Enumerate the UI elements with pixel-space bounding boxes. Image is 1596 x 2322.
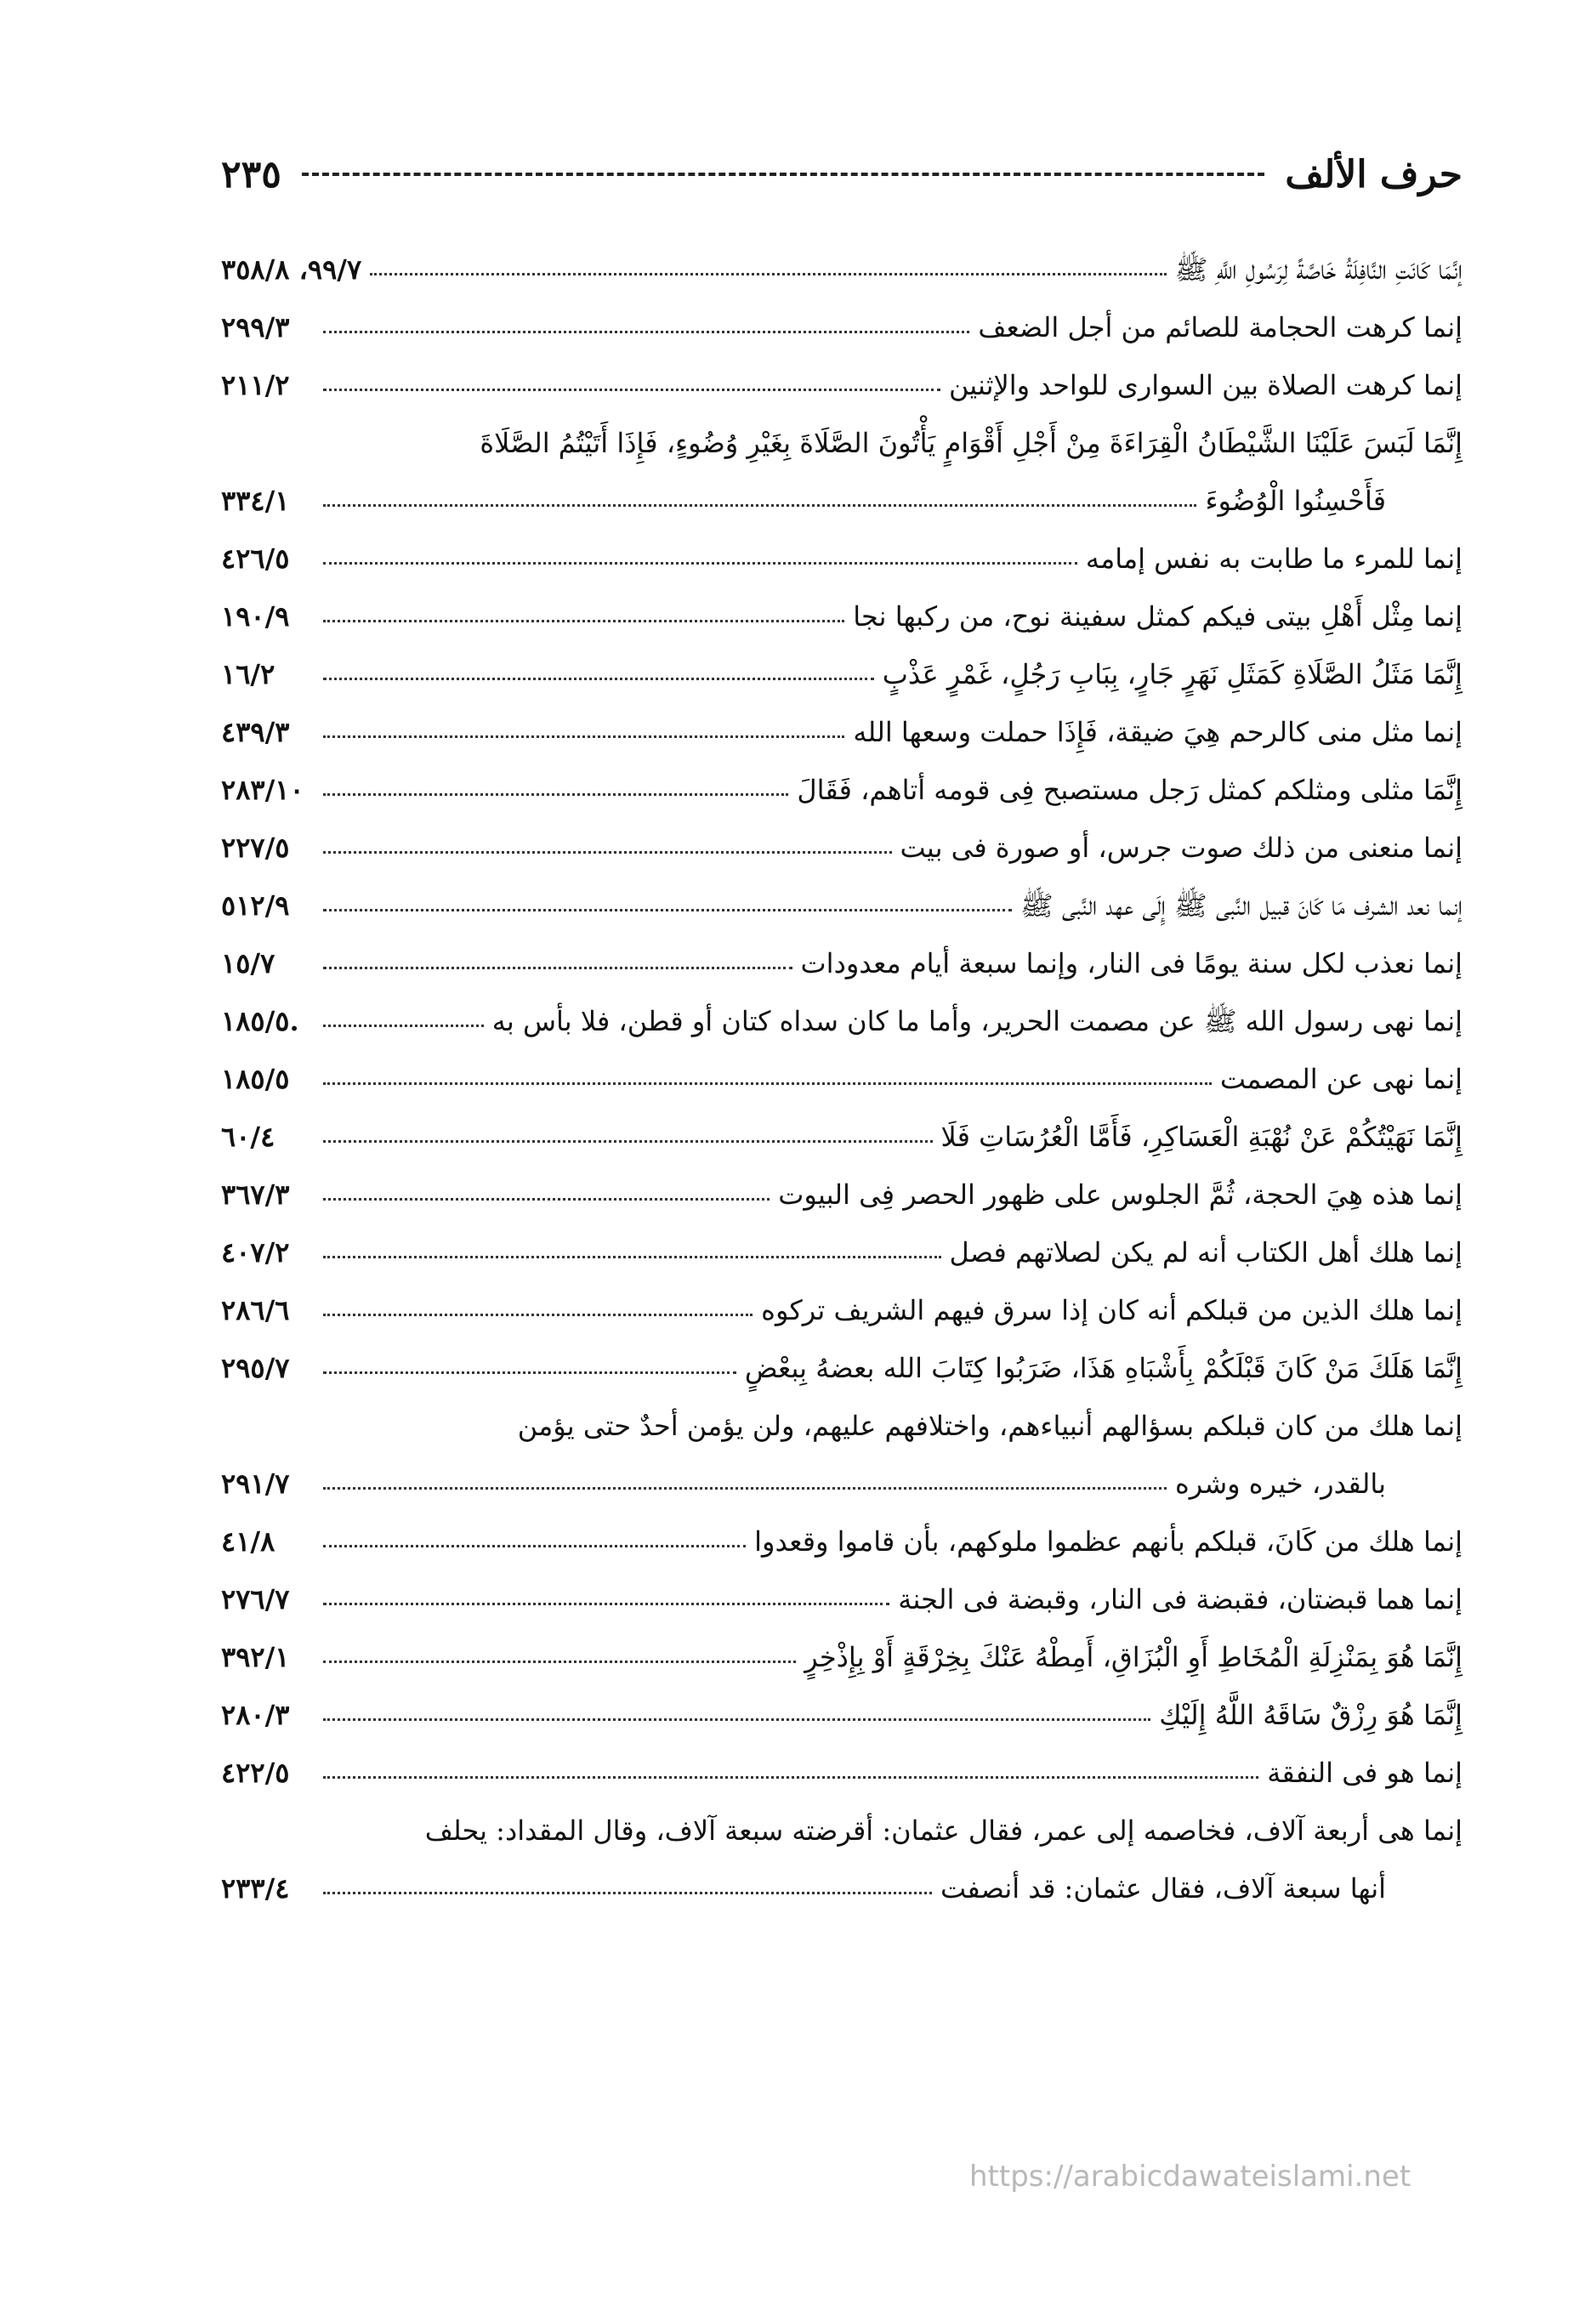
entry-text: إنما كرهت الحجامة للصائم من أجل الضعف — [978, 310, 1463, 343]
leader-dots — [323, 1661, 796, 1663]
entry-reference: ١٦/٢ — [221, 657, 275, 690]
entry-reference: ٤٣٩/٣ — [221, 715, 290, 748]
entry-text: إنما هلك الذين من قبلكم أنه كان إذا سرق فيهم الشريف تركوه — [761, 1293, 1463, 1326]
entry-text: إِنَّمَا نَهَيْتُكُمْ عَنْ نُهْبَةِ الْعَسَاكِرِ، فَأَمَّا الْعُرُسَاتِ فَلَا — [940, 1120, 1463, 1153]
entry-reference: ٣٣٤/١ — [221, 484, 290, 517]
leader-dots — [323, 1603, 889, 1605]
entry-reference: ٤٠٧/٢ — [221, 1235, 290, 1269]
entry-reference: ٥١٢/٩ — [221, 888, 290, 922]
index-entry — [221, 1037, 1463, 1095]
entry-text-first-line: إِنَّمَا لَبَسَ عَلَيْنَا الشَّيْطَانُ الْقِرَاءَةَ مِنْ أَجْلِ أَقْوَامٍ يَأْتُونَ الصَّلَاةَ بِغَيْرِ وُضُوءٍ، فَإِذَا أَتَيْتُمُ الصَّلَاةَ — [480, 427, 1463, 459]
entry-text: إنما كرهت الصلاة بين السوارى للواحد والإثنين — [948, 368, 1463, 401]
index-entry — [221, 1673, 1463, 1731]
leader-dots — [323, 620, 844, 622]
watermark-url: https://arabicdawateislami.net — [969, 2160, 1411, 2194]
index-entry — [221, 1442, 1463, 1500]
index-entry — [221, 864, 1463, 922]
leader-dots — [323, 1487, 1167, 1490]
entry-text: إنما نعذب لكل سنة يومًا فى النار، وإنما سبعة أيام معدودات — [800, 946, 1463, 979]
chapter-title: حرف الألف — [1285, 152, 1463, 196]
entry-reference: ٢٨٣/١٠ — [221, 773, 304, 806]
entry-reference: ٤٢٢/٥ — [221, 1756, 290, 1789]
entry-reference: ٢٩٩/٣ — [221, 310, 290, 343]
leader-dots — [323, 331, 969, 333]
entry-text: إِنَّمَا هُوَ رِزْقٌ سَاقَهُ اللَّهُ إِلَيْكِ — [1159, 1698, 1463, 1731]
entry-reference: ٢٨٦/٦ — [221, 1293, 290, 1326]
entry-text: إنما هلك من كَانَ، قبلكم بأنهم عظموا ملوكهم، بأن قاموا وقعدوا — [754, 1524, 1463, 1558]
index-entry — [221, 517, 1463, 575]
leader-dots — [323, 1140, 933, 1143]
leader-dots — [323, 1082, 1212, 1085]
entry-text: إنما هو فى النفقة — [1267, 1756, 1463, 1789]
entry-text: إِنَّمَا هَلَكَ مَنْ كَانَ قَبْلَكُمْ بِأَشْبَاهِ هَذَا، ضَرَبُوا كِتَابَ الله بعضهُ بِبعْضٍ — [744, 1351, 1463, 1384]
index-entry — [221, 633, 1463, 690]
entry-text: إنما نعد الشرف مَا كَانَ قبيل النَّبى ﷺ إِلَى عهد النَّبى ﷺ — [1020, 888, 1463, 922]
entry-reference: ١٥/٧ — [221, 946, 275, 979]
index-entry — [221, 1095, 1463, 1153]
entry-text: إنما للمرء ما طابت به نفس إمامه — [1085, 542, 1463, 575]
entry-text: إِنَّمَا مثلى ومثلكم كمثل رَجل مستصبح فِى قومه أتاهم، فَقَالَ — [797, 773, 1463, 806]
entry-text-first-line: إنما هلك من كان قبلكم بسؤالهم أنبياءهم، واختلافهم عليهم، ولن يؤمن أحدٌ حتى يؤمن — [517, 1410, 1463, 1442]
entry-text: إنَّمَا كَانَتِ النَّافِلَةُ خَاصَّةً لِرَسُولِ اللَّهِ ﷺ — [1174, 253, 1463, 286]
index-entry — [221, 690, 1463, 748]
entry-reference: ٢٧٦/٧ — [221, 1582, 290, 1615]
index-entry — [221, 286, 1463, 343]
entry-text: بالقدر، خيره وشره — [1174, 1467, 1386, 1500]
entry-text: فَأَحْسِنُوا الْوُضُوءَ — [1205, 484, 1386, 517]
leader-dots — [323, 1314, 753, 1316]
page-header — [221, 136, 1463, 213]
leader-dots — [323, 1198, 770, 1201]
entry-reference: ٦٠/٤ — [221, 1120, 275, 1153]
index-entry — [221, 748, 1463, 806]
index-entry — [221, 1211, 1463, 1269]
index-entry — [221, 1153, 1463, 1211]
index-entry — [221, 1731, 1463, 1789]
leader-dots — [323, 562, 1077, 565]
entry-text: أنها سبعة آلاف، فقال عثمان: قد أنصفت — [940, 1871, 1386, 1905]
leader-dots — [323, 1545, 746, 1547]
entry-reference: ٩٩/٧، ٣٥٨/٨ — [221, 253, 362, 286]
header-rule — [302, 173, 1264, 176]
entry-reference: ١٩٠/٩ — [221, 599, 290, 633]
entry-text: إِنَّمَا هُوَ بِمَنْزِلَةِ الْمُخَاطِ أَوِ الْبُزَاقِ، أَمِطْهُ عَنْكَ بِخِرْقَةٍ أَوْ بِإِذْخِرٍ — [804, 1640, 1463, 1673]
entry-reference: ٣٦٧/٣ — [221, 1178, 290, 1211]
index-entry — [221, 1326, 1463, 1384]
entry-text: إنما نهى رسول الله ﷺ عن مصمت الحرير، وأما ما كان سداه كتان أو قطن، فلا بأس به — [491, 1004, 1463, 1037]
index-entries — [221, 228, 1463, 1905]
leader-dots — [323, 1718, 1150, 1721]
entry-reference: ٤٢٦/٥ — [221, 542, 290, 575]
entry-reference: ٣٩٢/١ — [221, 1640, 290, 1673]
leader-dots — [323, 1371, 736, 1374]
document-page — [221, 136, 1463, 1905]
entry-text: إنما نهى عن المصمت — [1219, 1062, 1463, 1095]
entry-text: إنما مثل منى كالرحم هِيَ ضيقة، فَإِذَا حملت وسعها الله — [853, 715, 1463, 748]
index-entry — [221, 1500, 1463, 1558]
entry-text-first-line: إنما هى أربعة آلاف، فخاصمه إلى عمر، فقال عثمان: أقرضته سبعة آلاف، وقال المقداد: يحلف — [424, 1814, 1463, 1847]
entry-text: إنما مِثْل أَهْلِ بيتى فيكم كمثل سفينة نوح، من ركبها نجا — [853, 599, 1463, 633]
index-entry — [221, 1615, 1463, 1673]
leader-dots — [323, 909, 1012, 911]
entry-text: إنما هما قبضتان، فقبضة فى النار، وقبضة فى الجنة — [898, 1582, 1463, 1615]
leader-dots — [323, 967, 792, 969]
index-entry — [221, 979, 1463, 1037]
entry-text: إِنَّمَا مَثَلُ الصَّلَاةِ كَمَثَلِ نَهَرٍ جَارٍ، بِبَابِ رَجُلٍ، غَمْرٍ عَذْبٍ — [882, 657, 1463, 690]
leader-dots — [370, 273, 1167, 275]
index-entry — [221, 575, 1463, 633]
leader-dots — [323, 504, 1196, 507]
entry-reference: ١٨٥/٥. — [221, 1004, 299, 1037]
leader-dots — [323, 389, 940, 391]
leader-dots — [323, 678, 874, 680]
entry-text: إنما منعنى من ذلك صوت جرس، أو صورة فى بيت — [900, 831, 1463, 864]
leader-dots — [323, 1025, 484, 1027]
entry-reference: ٢٩١/٧ — [221, 1467, 290, 1500]
leader-dots — [323, 1776, 1258, 1779]
entry-text: إنما هذه هِيَ الحجة، ثُمَّ الجلوس على ظهور الحصر فِى البيوت — [778, 1178, 1463, 1211]
index-entry-multiline — [221, 1384, 1463, 1500]
entry-reference: ٢٢٧/٥ — [221, 831, 290, 864]
index-entry — [221, 343, 1463, 401]
entry-reference: ٢٣٣/٤ — [221, 1871, 290, 1905]
leader-dots — [323, 1892, 932, 1894]
leader-dots — [323, 735, 844, 738]
index-entry — [221, 1269, 1463, 1326]
index-entry-multiline — [221, 1789, 1463, 1905]
leader-dots — [323, 1256, 941, 1258]
entry-reference: ١٨٥/٥ — [221, 1062, 290, 1095]
index-entry — [221, 228, 1463, 286]
entry-reference: ٢٩٥/٧ — [221, 1351, 290, 1384]
leader-dots — [323, 793, 788, 796]
index-entry-multiline — [221, 401, 1463, 517]
entry-reference: ٤١/٨ — [221, 1524, 275, 1558]
index-entry — [221, 1847, 1463, 1905]
index-entry — [221, 1558, 1463, 1615]
entry-text: إنما هلك أهل الكتاب أنه لم يكن لصلاتهم فصل — [949, 1235, 1463, 1269]
index-entry — [221, 806, 1463, 864]
entry-reference: ٢١١/٢ — [221, 368, 290, 401]
entry-reference: ٢٨٠/٣ — [221, 1698, 290, 1731]
page-number: ٢٣٥ — [221, 152, 281, 196]
index-entry — [221, 922, 1463, 979]
index-entry — [221, 459, 1463, 517]
leader-dots — [323, 851, 892, 854]
